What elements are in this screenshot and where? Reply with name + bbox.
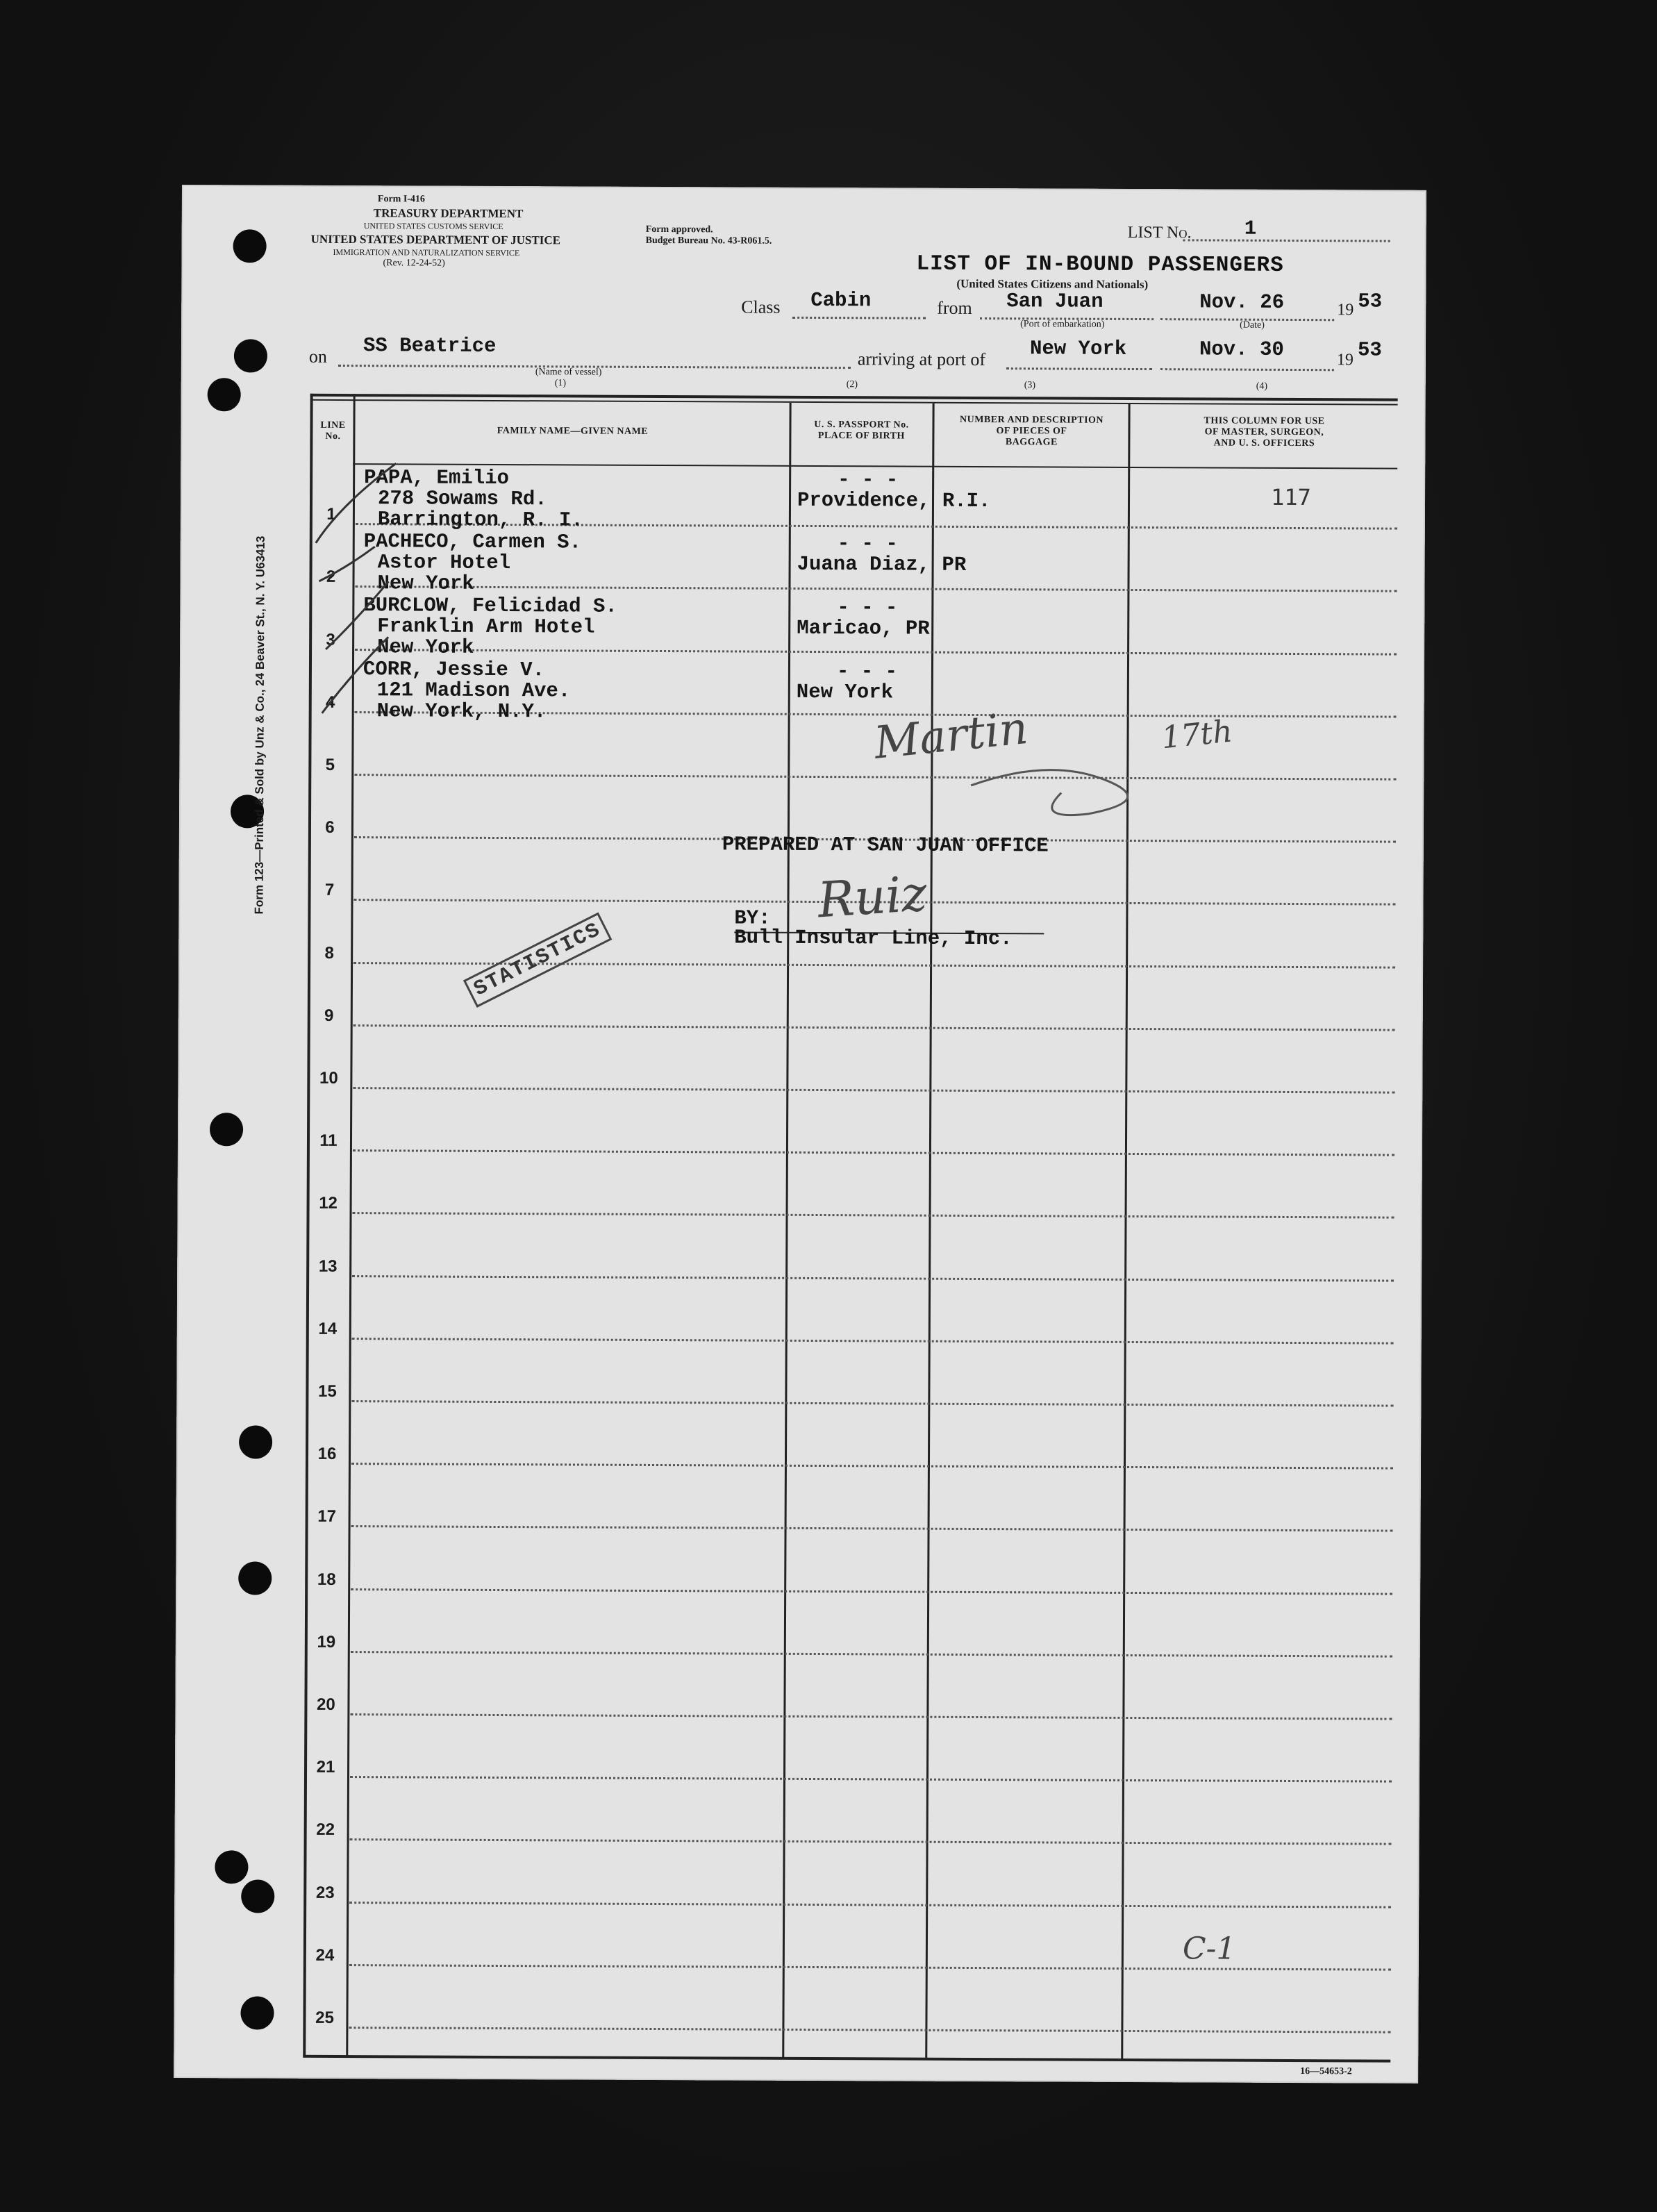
customs-service: UNITED STATES CUSTOMS SERVICE [363, 221, 503, 232]
passport-value: - - - [837, 596, 898, 619]
line-number: 21 [316, 1758, 335, 1777]
revision: (Rev. 12-24-52) [383, 258, 445, 269]
arrival-port: New York [1029, 337, 1127, 360]
page-title: LIST OF IN-BOUND PASSENGERS [916, 251, 1284, 278]
vessel-value: SS Beatrice [363, 334, 497, 358]
footer-code: 16—54653-2 [1300, 2066, 1352, 2077]
passenger-address-1: Astor Hotel [377, 551, 511, 575]
mark-c1: C-1 [1182, 1931, 1236, 1967]
line-number: 11 [319, 1131, 338, 1151]
line-number: 6 [325, 818, 335, 838]
row-dotted-line [351, 1525, 1393, 1532]
col-num-4: (4) [1256, 381, 1268, 392]
line-no-header [313, 420, 353, 442]
line-number: 7 [324, 881, 335, 900]
punch-hole [233, 229, 267, 263]
dotted-line [1183, 239, 1390, 242]
row-dotted-line [352, 1275, 1394, 1282]
manifest-page [174, 185, 1426, 2084]
dotted-line [1006, 367, 1152, 370]
line-number: 10 [319, 1068, 338, 1088]
treasury-department: TREASURY DEPARTMENT [373, 206, 524, 221]
birthplace-value: Juana Diaz, PR [797, 552, 967, 576]
arrival-year-suffix: 53 [1357, 338, 1382, 362]
passenger-address-1: 121 Madison Ave. [376, 679, 571, 703]
dotted-line [1160, 368, 1334, 371]
page-subtitle: (United States Citizens and Nationals) [956, 276, 1149, 292]
dotted-line [792, 317, 926, 319]
birthplace-value: Providence, R.I. [797, 488, 991, 513]
statistics-stamp: STATISTICS [463, 913, 613, 1008]
form-number: Form I-416 [377, 194, 425, 205]
row-dotted-line [355, 649, 1397, 656]
row-dotted-line [353, 1024, 1395, 1031]
officers-header-text: THIS COLUMN FOR USE [1204, 415, 1325, 427]
row-dotted-line [353, 1212, 1394, 1219]
punch-hole [215, 1850, 248, 1883]
birthplace-value: Maricao, PR [797, 616, 930, 640]
line-number: 25 [315, 2008, 334, 2027]
departure-date: Nov. 26 [1199, 290, 1285, 314]
line-number: 22 [316, 1820, 335, 1840]
row-dotted-line [350, 1776, 1392, 1783]
baggage-header [935, 415, 1128, 449]
line-number: 9 [324, 1006, 334, 1025]
punch-hole [208, 378, 241, 411]
row-dotted-line [349, 1902, 1391, 1909]
arrival-year-prefix: 19 [1336, 351, 1354, 369]
from-value: San Juan [1006, 290, 1104, 313]
officers-header [1131, 415, 1397, 450]
line-number: 4 [326, 692, 335, 712]
passenger-address-2: New York [377, 572, 474, 595]
side-print: Form 123—Printed & Sold by Unz & Co., 24 Beaver St., N. Y. U63413 [252, 535, 267, 915]
line-number: 2 [326, 567, 336, 587]
budget-bureau: Budget Bureau No. 43-R061.5. [645, 235, 772, 247]
arrival-date: Nov. 30 [1199, 338, 1284, 361]
form-approved: Form approved. [645, 224, 713, 235]
passenger-name: BURCLOW, Felicidad S. [363, 594, 617, 618]
line-number: 18 [317, 1570, 336, 1589]
row-dotted-line [350, 1713, 1392, 1720]
signature-note: 17th [1160, 713, 1234, 756]
baggage-header-text: NUMBER AND DESCRIPTION [959, 414, 1104, 426]
birthplace-value: New York [796, 680, 894, 704]
passenger-address-1: Franklin Arm Hotel [377, 615, 595, 639]
table-bottom-border [303, 2055, 1390, 2063]
line-number: 19 [317, 1632, 336, 1652]
line-number: 8 [324, 943, 334, 963]
check-marks [312, 463, 452, 742]
row-dotted-line [353, 1087, 1394, 1094]
signature-martin: Martin [872, 702, 1031, 770]
officers-header-text: AND U. S. OFFICERS [1213, 438, 1315, 449]
row-dotted-line [351, 1588, 1392, 1595]
punch-hole [234, 339, 267, 372]
row-dotted-line [351, 1463, 1393, 1470]
officer-note: 117 [1270, 483, 1311, 511]
officers-header-text: OF MASTER, SURGEON, [1204, 426, 1324, 438]
from-label: from [937, 297, 972, 318]
prepared-line: PREPARED AT SAN JUAN OFFICE [722, 833, 1049, 858]
row-dotted-line [352, 1338, 1394, 1345]
line-number: 5 [325, 755, 335, 774]
signature-ruiz: Ruiz [816, 865, 929, 929]
arriving-label: arriving at port of [857, 349, 986, 370]
passenger-address-2: New York [377, 635, 474, 659]
departure-year-suffix: 53 [1358, 290, 1383, 313]
vessel-label: (Name of vessel) [535, 367, 602, 378]
departure-year-prefix: 19 [1337, 301, 1354, 319]
row-dotted-line [353, 1149, 1394, 1156]
family-name-header: FAMILY NAME—GIVEN NAME [497, 425, 649, 437]
line-number: 24 [315, 1945, 335, 1965]
punch-hole [240, 1996, 274, 2029]
list-no-label: LIST No. [1127, 223, 1192, 242]
line-number: 1 [326, 505, 336, 524]
line-number: 3 [326, 630, 335, 649]
prepared-by: BY: [734, 906, 771, 930]
passport-value: - - - [836, 660, 898, 683]
passenger-address-1: 278 Sowams Rd. [377, 487, 547, 511]
line-number: 12 [319, 1194, 338, 1213]
passenger-name: PACHECO, Carmen S. [363, 530, 582, 554]
signature-flourish [964, 758, 1186, 821]
row-dotted-line [354, 774, 1396, 781]
baggage-header-text: BAGGAGE [1005, 437, 1058, 448]
passenger-address-2: Barrington, R. I. [377, 508, 583, 532]
passenger-name: CORR, Jessie V. [363, 658, 545, 682]
line-number: 14 [318, 1319, 338, 1338]
ins: IMMIGRATION AND NATURALIZATION SERVICE [333, 247, 520, 258]
punch-hole [241, 1879, 274, 1913]
passport-header-text: U. S. PASSPORT No. [814, 419, 909, 431]
line-number: 17 [317, 1507, 337, 1527]
row-dotted-line [350, 1838, 1392, 1845]
line-number: 20 [317, 1695, 335, 1714]
passport-value: - - - [838, 468, 899, 492]
passenger-name: PAPA, Emilio [364, 466, 510, 490]
line-number: 16 [317, 1445, 337, 1464]
col-num-3: (3) [1024, 380, 1036, 391]
row-dotted-line [355, 585, 1397, 592]
prepared-company: Bull Insular Line, Inc. [734, 926, 1013, 951]
justice-department: UNITED STATES DEPARTMENT OF JUSTICE [310, 232, 561, 247]
list-no-value: 1 [1244, 217, 1257, 240]
class-label: Class [741, 297, 781, 317]
baggage-header-text: OF PIECES OF [996, 426, 1067, 437]
col-num-1: (1) [554, 378, 567, 389]
col-num-2: (2) [846, 379, 858, 390]
line-number: 13 [318, 1256, 338, 1276]
row-dotted-line [349, 2027, 1390, 2034]
punch-hole [210, 1113, 243, 1146]
line-number: 15 [318, 1381, 337, 1401]
date-label: (Date) [1240, 319, 1265, 331]
passenger-address-2: New York, N.Y. [376, 699, 547, 724]
passport-header [792, 419, 931, 442]
row-dotted-line [351, 1400, 1393, 1407]
passport-value: - - - [837, 532, 898, 556]
punch-hole [239, 1425, 272, 1458]
class-value: Cabin [810, 288, 872, 313]
passport-header-text: PLACE OF BIRTH [817, 430, 905, 442]
port-of-embarkation-label: (Port of embarkation) [1020, 319, 1105, 330]
line-no-header-text: LINE [320, 419, 346, 431]
row-dotted-line [351, 1651, 1392, 1658]
punch-hole [238, 1561, 272, 1595]
on-label: on [308, 346, 327, 367]
line-number: 23 [315, 1883, 335, 1902]
line-no-header-text: No. [325, 431, 341, 442]
